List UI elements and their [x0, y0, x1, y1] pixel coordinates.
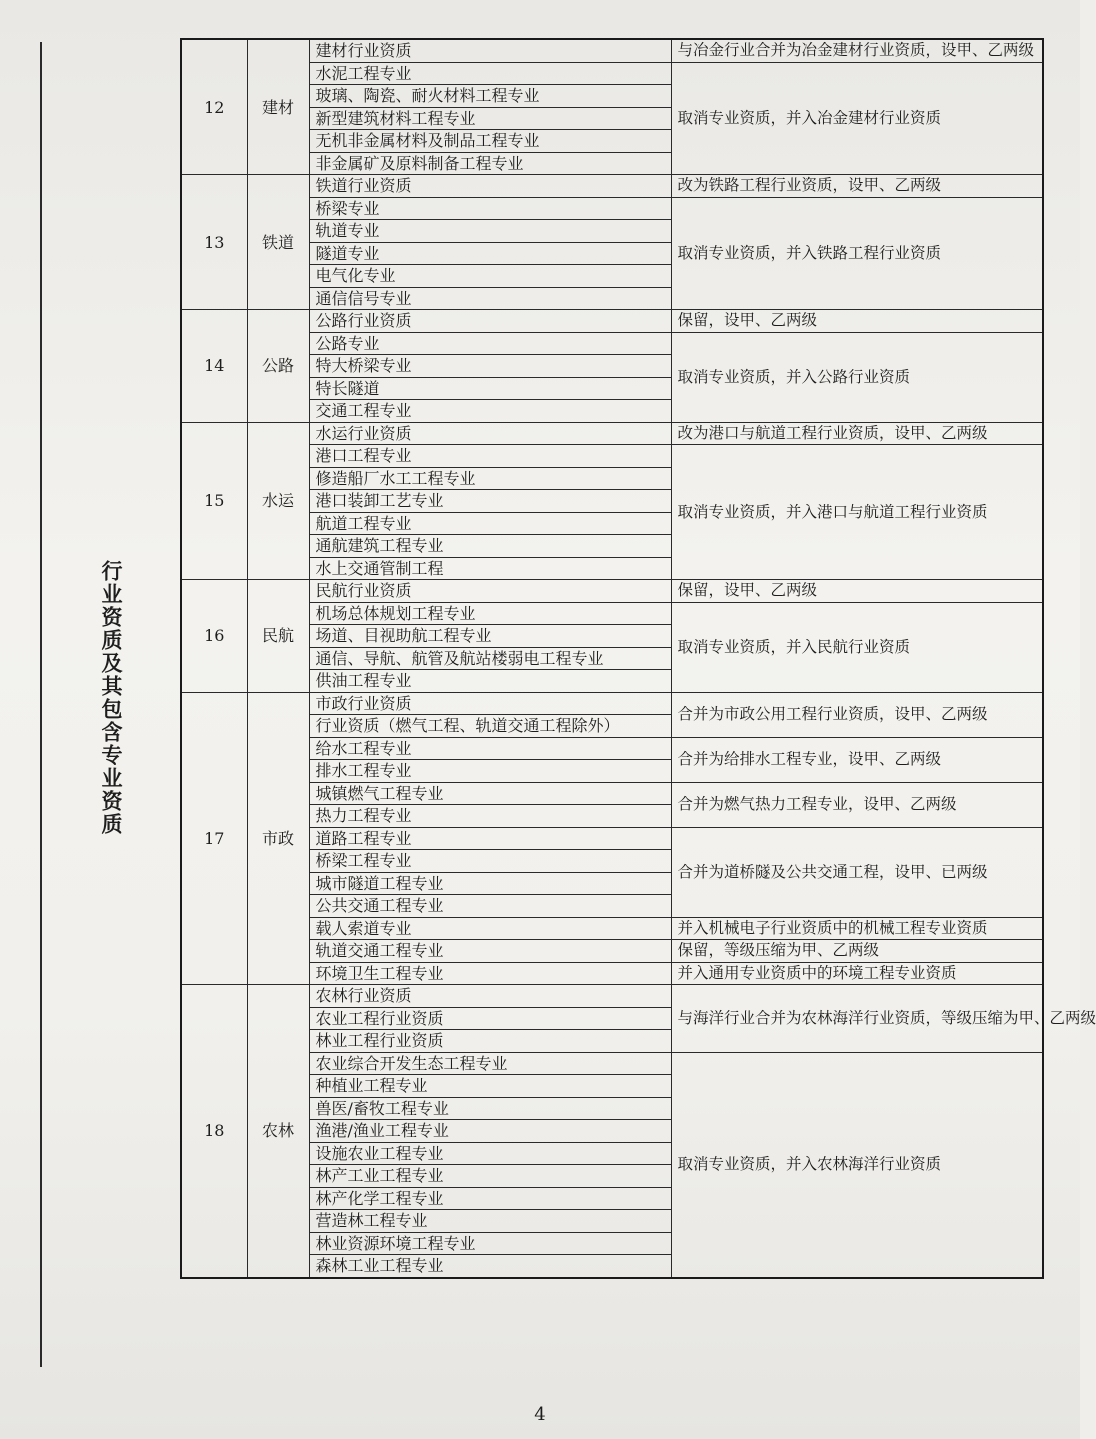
- qualification-item: 轨道专业: [309, 220, 671, 243]
- reform-result: 保留，设甲、乙两级: [671, 580, 1043, 603]
- reform-result: 取消专业资质，并入冶金建材行业资质: [671, 62, 1043, 175]
- table-row: [181, 827, 1043, 850]
- qualification-item: 通信信号专业: [309, 287, 671, 310]
- qualification-item: 林业资源环境工程专业: [309, 1232, 671, 1255]
- qualification-item: 供油工程专业: [309, 670, 671, 693]
- qualification-item: 无机非金属材料及制品工程专业: [309, 130, 671, 153]
- qualification-item: 玻璃、陶瓷、耐火材料工程专业: [309, 85, 671, 108]
- group-number: 13: [181, 175, 247, 310]
- table-row: [181, 39, 1043, 62]
- reform-result: 并入通用专业资质中的环境工程专业资质: [671, 962, 1043, 985]
- reform-result: 取消专业资质，并入农林海洋行业资质: [671, 1052, 1043, 1278]
- qualification-item: 公路行业资质: [309, 310, 671, 333]
- table-row: [181, 422, 1043, 445]
- qualification-item: 交通工程专业: [309, 400, 671, 423]
- qualification-item: 渔港/渔业工程专业: [309, 1120, 671, 1143]
- industry-name: 市政: [247, 692, 309, 985]
- qualification-item: 民航行业资质: [309, 580, 671, 603]
- qualification-item: 设施农业工程专业: [309, 1142, 671, 1165]
- qualification-item: 港口装卸工艺专业: [309, 490, 671, 513]
- table-row: [181, 197, 1043, 220]
- industry-name: 建材: [247, 39, 309, 175]
- table-row: [181, 332, 1043, 355]
- reform-result: 合并为燃气热力工程专业，设甲、乙两级: [671, 782, 1043, 827]
- qualification-item: 新型建筑材料工程专业: [309, 107, 671, 130]
- reform-result: 合并为市政公用工程行业资质，设甲、乙两级: [671, 692, 1043, 737]
- table-row: [181, 310, 1043, 333]
- qualification-item: 特大桥梁专业: [309, 355, 671, 378]
- table-row: [181, 580, 1043, 603]
- table-row: [181, 602, 1043, 625]
- qualification-item: 城市隧道工程专业: [309, 872, 671, 895]
- qualification-item: 隧道专业: [309, 242, 671, 265]
- qualification-table: [180, 38, 1096, 1279]
- qualification-item: 轨道交通工程专业: [309, 940, 671, 963]
- qualification-item: 城镇燃气工程专业: [309, 782, 671, 805]
- group-number: 17: [181, 692, 247, 985]
- qualification-item: 水泥工程专业: [309, 62, 671, 85]
- group-number: 18: [181, 985, 247, 1278]
- qualification-item: 给水工程专业: [309, 737, 671, 760]
- table-row: [181, 175, 1043, 198]
- qualification-item: 农业工程行业资质: [309, 1007, 671, 1030]
- reform-result: 合并为给排水工程专业，设甲、乙两级: [671, 737, 1043, 782]
- table-row: [181, 940, 1043, 963]
- qualification-item: 非金属矿及原料制备工程专业: [309, 152, 671, 175]
- qualification-item: 铁道行业资质: [309, 175, 671, 198]
- qualification-item: 热力工程专业: [309, 805, 671, 828]
- qualification-item: 兽医/畜牧工程专业: [309, 1097, 671, 1120]
- side-title: 行业资质及其包含专业资质: [99, 560, 124, 836]
- qualification-item: 林业工程行业资质: [309, 1030, 671, 1053]
- qualification-item: 森林工业工程专业: [309, 1255, 671, 1278]
- group-number: 12: [181, 39, 247, 175]
- qualification-item: 道路工程专业: [309, 827, 671, 850]
- industry-name: 公路: [247, 310, 309, 423]
- qualification-item: 航道工程专业: [309, 512, 671, 535]
- group-number: 16: [181, 580, 247, 693]
- reform-result: 改为港口与航道工程行业资质，设甲、乙两级: [671, 422, 1043, 445]
- table-row: [181, 962, 1043, 985]
- table-row: [181, 62, 1043, 85]
- qualification-item: 排水工程专业: [309, 760, 671, 783]
- qualification-item: 市政行业资质: [309, 692, 671, 715]
- page-number: 4: [534, 1404, 546, 1425]
- reform-result: 改为铁路工程行业资质，设甲、乙两级: [671, 175, 1043, 198]
- reform-result: 保留，设甲、乙两级: [671, 310, 1043, 333]
- reform-result: 取消专业资质，并入铁路工程行业资质: [671, 197, 1043, 310]
- qualification-item: 特长隧道: [309, 377, 671, 400]
- qualification-item: 修造船厂水工工程专业: [309, 467, 671, 490]
- qualification-item: 港口工程专业: [309, 445, 671, 468]
- reform-result: 取消专业资质，并入公路行业资质: [671, 332, 1043, 422]
- table-row: [181, 737, 1043, 760]
- group-number: 15: [181, 422, 247, 580]
- industry-name: 农林: [247, 985, 309, 1278]
- qualification-item: 水运行业资质: [309, 422, 671, 445]
- reform-result: 与海洋行业合并为农林海洋行业资质，等级压缩为甲、乙两级: [671, 985, 1043, 1053]
- qualification-item: 通信、导航、航管及航站楼弱电工程专业: [309, 647, 671, 670]
- qualification-item: 水上交通管制工程: [309, 557, 671, 580]
- qualification-item: 营造林工程专业: [309, 1210, 671, 1233]
- qualification-item: 种植业工程专业: [309, 1075, 671, 1098]
- qualification-item: 农林行业资质: [309, 985, 671, 1008]
- qualification-item: 电气化专业: [309, 265, 671, 288]
- qualification-item: 环境卫生工程专业: [309, 962, 671, 985]
- reform-result: 取消专业资质，并入港口与航道工程行业资质: [671, 445, 1043, 580]
- binding-margin-rule: [40, 42, 42, 1367]
- qualification-item: 林产工业工程专业: [309, 1165, 671, 1188]
- table-row: [181, 782, 1043, 805]
- table-row: [181, 1052, 1043, 1075]
- table-row: [181, 445, 1043, 468]
- qualification-item: 场道、目视助航工程专业: [309, 625, 671, 648]
- qualification-item: 桥梁专业: [309, 197, 671, 220]
- qualification-item: 载人索道专业: [309, 917, 671, 940]
- qualification-item: 农业综合开发生态工程专业: [309, 1052, 671, 1075]
- table-row: [181, 985, 1043, 1008]
- qualification-item: 公共交通工程专业: [309, 895, 671, 918]
- industry-name: 铁道: [247, 175, 309, 310]
- qualification-item: 桥梁工程专业: [309, 850, 671, 873]
- qualification-item: 公路专业: [309, 332, 671, 355]
- table-row: [181, 692, 1043, 715]
- industry-name: 水运: [247, 422, 309, 580]
- reform-result: 与冶金行业合并为冶金建材行业资质，设甲、乙两级: [671, 39, 1043, 62]
- group-number: 14: [181, 310, 247, 423]
- qualification-item: 建材行业资质: [309, 39, 671, 62]
- reform-result: 取消专业资质，并入民航行业资质: [671, 602, 1043, 692]
- qualification-table-body: [181, 39, 1096, 1278]
- industry-name: 民航: [247, 580, 309, 693]
- table-row: [181, 917, 1043, 940]
- reform-result: 并入机械电子行业资质中的机械工程专业资质: [671, 917, 1043, 940]
- qualification-item: 机场总体规划工程专业: [309, 602, 671, 625]
- qualification-item: 林产化学工程专业: [309, 1187, 671, 1210]
- qualification-item: 行业资质（燃气工程、轨道交通工程除外）: [309, 715, 671, 738]
- qualification-item: 通航建筑工程专业: [309, 535, 671, 558]
- reform-result: 合并为道桥隧及公共交通工程，设甲、已两级: [671, 827, 1043, 917]
- reform-result: 保留，等级压缩为甲、乙两级: [671, 940, 1043, 963]
